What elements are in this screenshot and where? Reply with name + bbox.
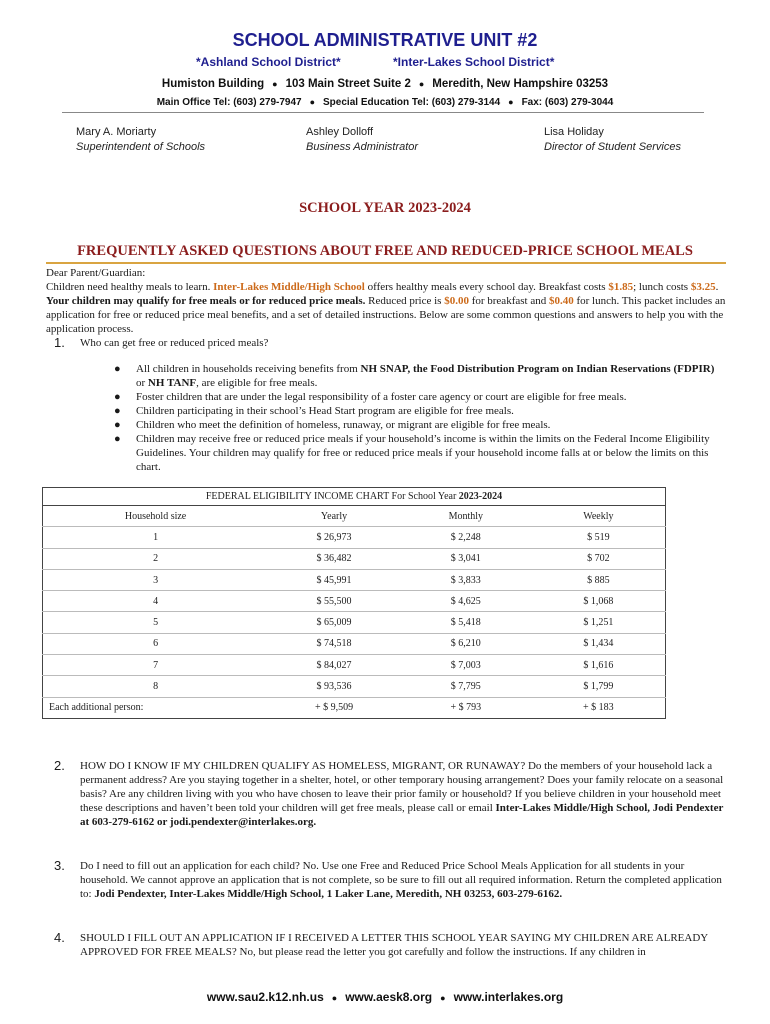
- footer-link-aesk8[interactable]: www.aesk8.org: [345, 990, 433, 1004]
- separator-dot: ●: [508, 97, 514, 107]
- table-row: [43, 527, 666, 548]
- staff-student-services: [544, 125, 681, 155]
- footer-link-sau2[interactable]: www.sau2.k12.nh.us: [206, 990, 324, 1004]
- faq-title: FREQUENTLY ASKED QUESTIONS ABOUT FREE AND REDUCED-PRICE SCHOOL MEALS: [77, 243, 693, 259]
- table-row: [43, 591, 666, 612]
- table-cell: $ 55,500: [268, 591, 400, 612]
- table-cell: + $ 9,509: [314, 702, 354, 714]
- breakfast-cost: $1.85: [608, 281, 634, 293]
- separator-dot: ●: [309, 97, 316, 107]
- caption-text: FEDERAL ELIGIBILITY INCOME CHART For School Year: [205, 491, 459, 502]
- special-ed-phone: Special Education Tel: (603) 279-3144: [323, 97, 501, 108]
- table-cell: $ 6,210: [400, 633, 532, 654]
- table-cell: $ 93,536: [268, 676, 400, 697]
- table-cell: Each additional person:: [49, 702, 144, 714]
- bullet-icon: ●: [114, 363, 121, 375]
- table-cell: 4: [43, 591, 269, 612]
- list-text: Children participating in their school’s Head Start program are eligible for free meals.: [136, 405, 514, 417]
- table-cell: 5: [43, 612, 269, 633]
- table-cell: $ 74,518: [268, 633, 400, 654]
- table-cell: $ 4,625: [400, 591, 532, 612]
- contact-info: Jodi Pendexter, Inter-Lakes Middle/High School, 1 Laker Lane, Meredith, NH 03253, 603-279-6162.: [94, 888, 563, 900]
- table-row: [43, 633, 666, 654]
- table-row: [43, 612, 666, 633]
- table-cell: $ 26,973: [268, 527, 400, 548]
- table-cell: 6: [43, 633, 269, 654]
- table-row: [43, 569, 666, 590]
- question-number: 3.: [54, 858, 65, 873]
- list-item: [114, 362, 724, 390]
- list-item: [114, 432, 724, 474]
- contact-info: Inter-Lakes Middle/High School, Jodi Pendexter at 603-279-6162 or jodi.pendexter@interlakes.org.: [80, 802, 724, 828]
- address-line: [0, 78, 770, 90]
- table-cell: $ 1,799: [532, 676, 666, 697]
- question-text: Who can get free or reduced priced meals?: [80, 337, 269, 349]
- income-eligibility-table: [42, 487, 666, 719]
- staff-role: Director of Student Services: [544, 141, 681, 153]
- separator-dot: ●: [331, 993, 338, 1003]
- table-cell: + $ 793: [450, 702, 482, 714]
- column-header: Monthly: [400, 506, 532, 527]
- table-cell: $ 885: [532, 569, 666, 590]
- bullet-icon: ●: [114, 405, 121, 417]
- program-name: NH TANF: [147, 377, 197, 389]
- letterhead-title: SCHOOL ADMINISTRATIVE UNIT #2: [232, 30, 538, 50]
- district-inter-lakes: *Inter-Lakes School District*: [393, 55, 555, 69]
- caption-year: 2023-2024: [458, 491, 503, 502]
- staff-business-admin: [306, 125, 418, 155]
- question-text: [80, 759, 724, 829]
- table-cell: 7: [43, 655, 269, 676]
- bullet-icon: ●: [114, 419, 121, 431]
- column-header: Yearly: [268, 506, 400, 527]
- faq-title-underline: [46, 262, 726, 264]
- footer-link-interlakes[interactable]: www.interlakes.org: [453, 990, 564, 1004]
- table-cell: $ 1,068: [532, 591, 666, 612]
- table-cell: $ 84,027: [268, 655, 400, 676]
- question-1: [54, 336, 724, 350]
- table-row: [43, 655, 666, 676]
- table-cell: $ 7,003: [400, 655, 532, 676]
- table-cell: + $ 183: [583, 702, 614, 714]
- intro-body: [46, 280, 726, 336]
- table-cell: 2: [43, 548, 269, 569]
- intro-text: Reduced price is: [365, 295, 445, 307]
- separator-dot: ●: [440, 993, 446, 1003]
- qualify-statement: Your children may qualify for free meals or for reduced price meals.: [46, 295, 366, 307]
- district-ashland: *Ashland School District*: [196, 55, 341, 69]
- table-cell: $ 3,833: [400, 569, 532, 590]
- intro-text: .: [715, 281, 719, 293]
- table-cell: $ 5,418: [400, 612, 532, 633]
- list-text: Children who meet the definition of homeless, runaway, or migrant are eligible for free meals.: [136, 419, 551, 431]
- address-street: 103 Main Street Suite 2: [285, 78, 411, 90]
- table-cell: $ 1,434: [532, 633, 666, 654]
- table-row: [43, 676, 666, 697]
- greeting: Dear Parent/Guardian:: [46, 267, 146, 279]
- staff-name: Mary A. Moriarty: [76, 126, 157, 138]
- address-building: Humiston Building: [161, 78, 265, 90]
- answer-text: Do I need to fill out an application for each child? No. Use one Free and Reduced Price School Meals Application for all students in your household. We cannot approve an application that is not complete, so be sure to fill out all required information. Return the completed application to:: [80, 860, 722, 900]
- program-name: NH SNAP, the Food Distribution Program on Indian Reservations (FDPIR): [360, 363, 715, 375]
- table-row: [43, 697, 666, 718]
- question-number: 4.: [54, 930, 65, 945]
- bullet-icon: ●: [114, 433, 121, 445]
- reduced-lunch-price: $0.40: [548, 295, 574, 307]
- table-cell: $ 2,248: [400, 527, 532, 548]
- question-3: [54, 859, 724, 901]
- separator-dot: ●: [418, 79, 425, 89]
- table-caption: [43, 488, 666, 506]
- list-text: Foster children that are under the legal responsibility of a foster care agency or court are eligible for free meals.: [136, 391, 627, 403]
- question-text: SHOULD I FILL OUT AN APPLICATION IF I RECEIVED A LETTER THIS SCHOOL YEAR SAYING MY CHILDREN ARE ALREADY APPROVED FOR FREE MEALS? No, but please read the letter you got carefully and follow the instructions. If any children in: [80, 932, 708, 958]
- table-cell: $ 7,795: [400, 676, 532, 697]
- table-cell: $ 65,009: [268, 612, 400, 633]
- footer-links: [0, 990, 770, 1004]
- list-text: All children in households receiving benefits from: [136, 363, 361, 375]
- table-cell: $ 1,616: [532, 655, 666, 676]
- table-cell: $ 702: [532, 548, 666, 569]
- intro-text: ; lunch costs: [633, 281, 691, 293]
- table-cell: $ 519: [532, 527, 666, 548]
- intro-text: for lunch. This packet includes an application for free or reduced price meal benefits, and a set of detailed instructions. Below are some common questions and answers to help you with the application process.: [46, 295, 726, 335]
- staff-superintendent: [76, 125, 205, 155]
- fax-number: Fax: (603) 279-3044: [521, 97, 614, 108]
- question-number: 1.: [54, 335, 65, 350]
- lunch-cost: $3.25: [690, 281, 716, 293]
- list-text: , are eligible for free meals.: [196, 377, 318, 389]
- staff-role: Business Administrator: [306, 141, 419, 153]
- question-text: [80, 859, 724, 901]
- main-office-phone: Main Office Tel: (603) 279-7947: [156, 97, 302, 108]
- staff-name: Ashley Dolloff: [306, 126, 374, 138]
- table-cell: 8: [43, 676, 269, 697]
- header-divider: [62, 112, 704, 113]
- staff-role: Superintendent of Schools: [76, 141, 206, 153]
- question-4: [54, 931, 724, 959]
- table-cell: $ 3,041: [400, 548, 532, 569]
- intro-text: for breakfast and: [468, 295, 549, 307]
- list-text: Children may receive free or reduced price meals if your household’s income is within the limits on the Federal Income Eligibility Guidelines. Your children may qualify for free or reduced price meals if your household income falls at or below the limits on this chart.: [136, 433, 710, 473]
- list-item: [114, 390, 724, 404]
- phone-line: [0, 97, 770, 108]
- list-text: or: [136, 377, 148, 389]
- list-item: [114, 404, 724, 418]
- column-header: Weekly: [532, 506, 666, 527]
- school-name: Inter-Lakes Middle/High School: [213, 281, 365, 293]
- answer-text: HOW DO I KNOW IF MY CHILDREN QUALIFY AS HOMELESS, MIGRANT, OR RUNAWAY? Do the members of your household lack a permanent address? Are you staying together in a shelter, hotel, or other temporary housing arrangement? Does your family relocate on a seasonal basis? Are any children living with you who have chosen to leave their prior family or household? If you believe children in your household meet these descriptions and haven’t been told your children will get free meals, please call or email: [80, 760, 724, 814]
- table-header-row: [43, 506, 666, 527]
- eligibility-list: [114, 362, 724, 474]
- reduced-breakfast-price: $0.00: [444, 295, 469, 307]
- table-cell: $ 36,482: [268, 548, 400, 569]
- table-row: [43, 548, 666, 569]
- table-cell: 3: [43, 569, 269, 590]
- school-year-heading: SCHOOL YEAR 2023-2024: [299, 200, 471, 216]
- table-cell: 1: [43, 527, 269, 548]
- separator-dot: ●: [272, 79, 278, 89]
- intro-paragraph: [46, 266, 726, 336]
- staff-name: Lisa Holiday: [544, 126, 604, 138]
- column-header: Household size: [43, 506, 269, 527]
- table-cell: $ 1,251: [532, 612, 666, 633]
- bullet-icon: ●: [114, 391, 121, 403]
- question-number: 2.: [54, 758, 65, 773]
- table-cell: $ 45,991: [268, 569, 400, 590]
- intro-text: Children need healthy meals to learn.: [46, 281, 214, 293]
- address-city: Meredith, New Hampshire 03253: [432, 78, 609, 90]
- intro-text: offers healthy meals every school day. Breakfast costs: [364, 281, 609, 293]
- list-item: [114, 418, 724, 432]
- question-2: [54, 759, 724, 829]
